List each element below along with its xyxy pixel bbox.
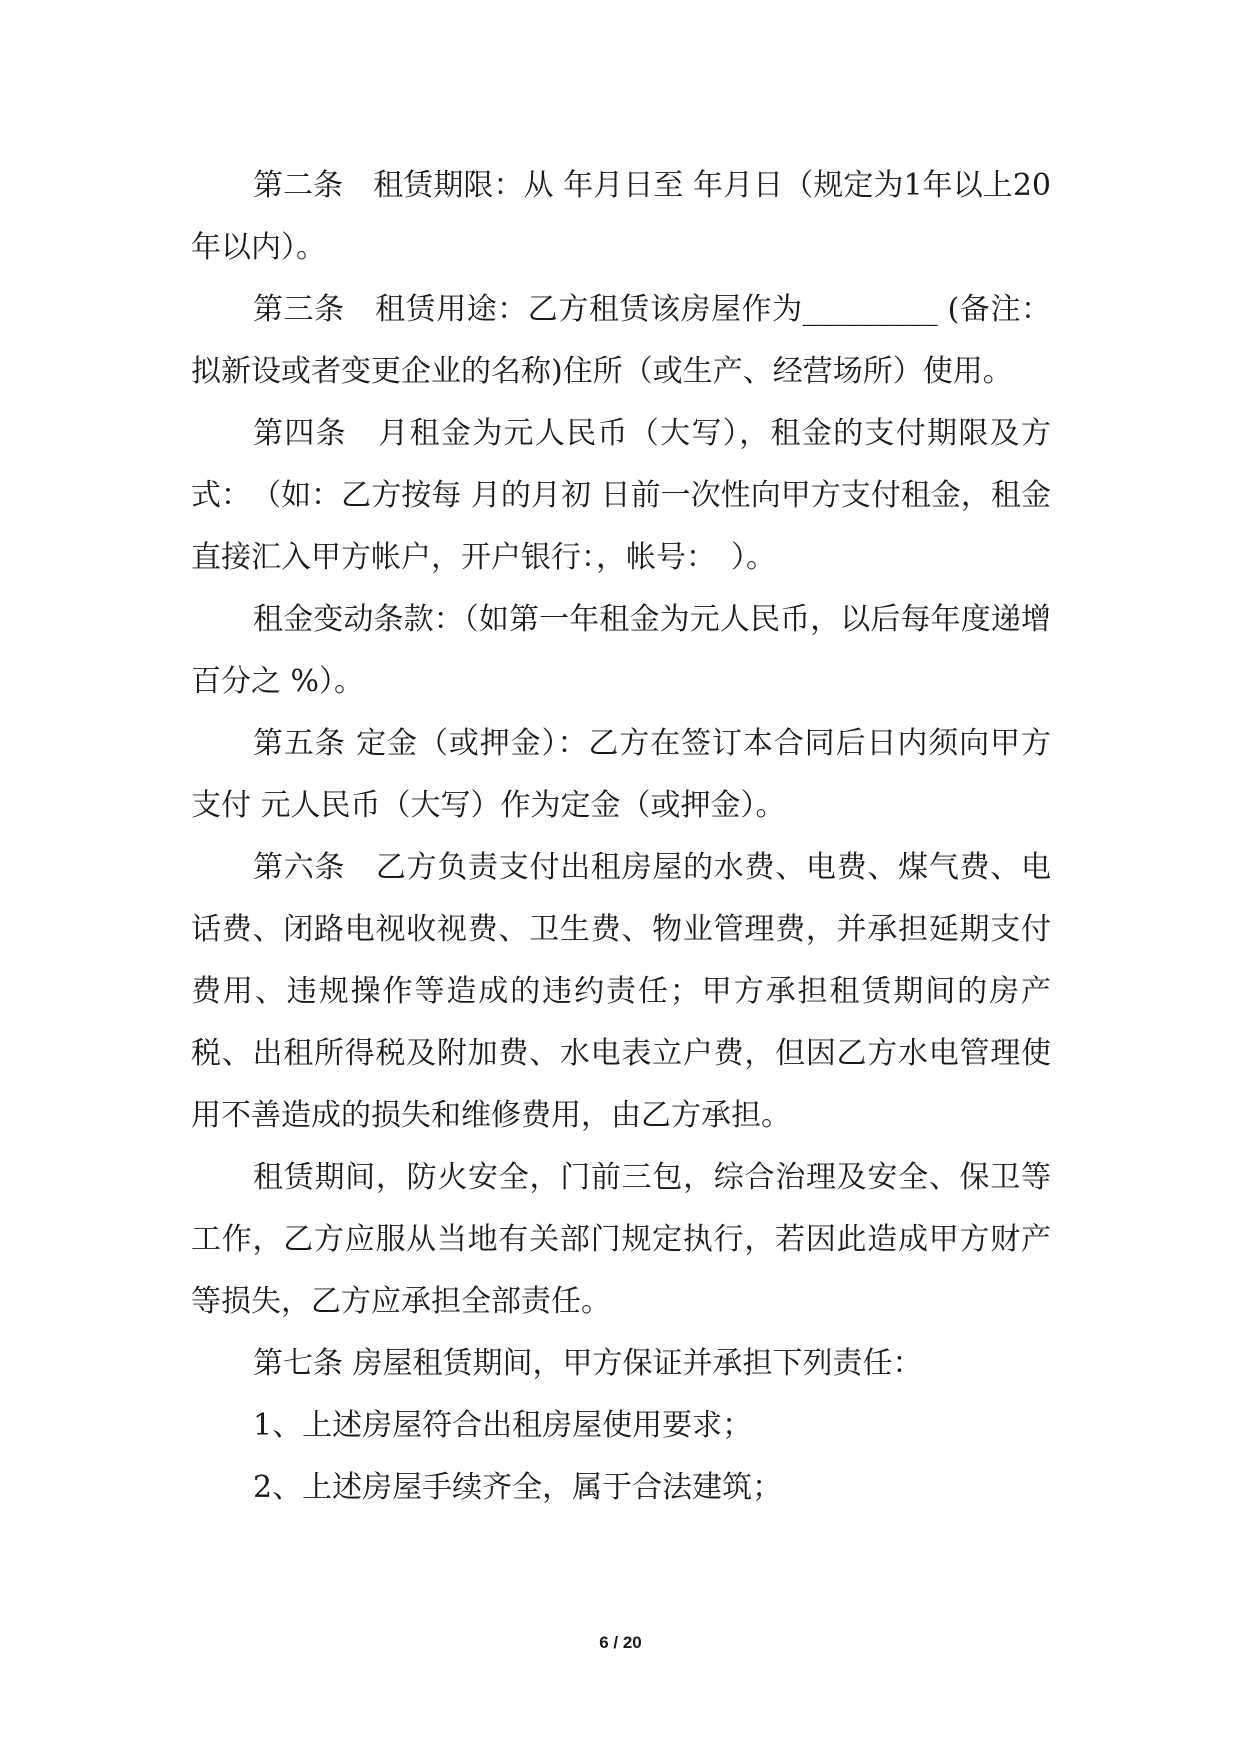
paragraph-article-7-lessor-duties: 第七条 房屋租赁期间，甲方保证并承担下列责任：: [253, 1346, 923, 1381]
paragraph-safety-responsibility: 租赁期间，防火安全，门前三包，综合治理及安全、保卫等工作，乙方应服从当地有关部门规定执行，若因此造成甲方财产等损失，乙方应承担全部责任。: [191, 1160, 1051, 1319]
paragraph-article-4-monthly-rent: 第四条 月租金为元人民币（大写），租金的支付期限及方式： （如：乙方按每 月的月初 日前一次性向甲方支付租金，租金直接汇入甲方帐户，开户银行：，帐号： ）。: [191, 416, 1051, 575]
list-item-duty-1: 1、上述房屋符合出租房屋使用要求；: [253, 1408, 753, 1443]
paragraph-article-5-deposit: 第五条 定金（或押金）：乙方在签订本合同后日内须向甲方支付 元人民币（大写）作为定金（或押金）。: [191, 726, 1051, 823]
page-number: 6 / 20: [599, 1633, 642, 1652]
paragraph-article-6-fees: 第六条 乙方负责支付出租房屋的水费、电费、煤气费、电话费、闭路电视收视费、卫生费、物业管理费，并承担延期支付费用、违规操作等造成的违约责任；甲方承担租赁期间的房产税、出租所得税及附加费、水电表立户费，但因乙方水电管理使用不善造成的损失和维修费用，由乙方承担。: [191, 850, 1051, 1133]
list-item-duty-2: 2、上述房屋手续齐全，属于合法建筑；: [253, 1470, 783, 1505]
paragraph-article-3-lease-use: 第三条 租赁用途：乙方租赁该房屋作为_________ (备注：拟新设或者变更企业的名称)住所（或生产、经营场所）使用。: [191, 292, 1051, 389]
paragraph-article-2-lease-term: 第二条 租赁期限：从 年月日至 年月日（规定为1年以上20年以内）。: [191, 168, 1051, 265]
document-body: [191, 155, 1051, 1519]
paragraph-rent-change-clause: 租金变动条款：（如第一年租金为元人民币，以后每年度递增百分之 %）。: [191, 602, 1051, 699]
